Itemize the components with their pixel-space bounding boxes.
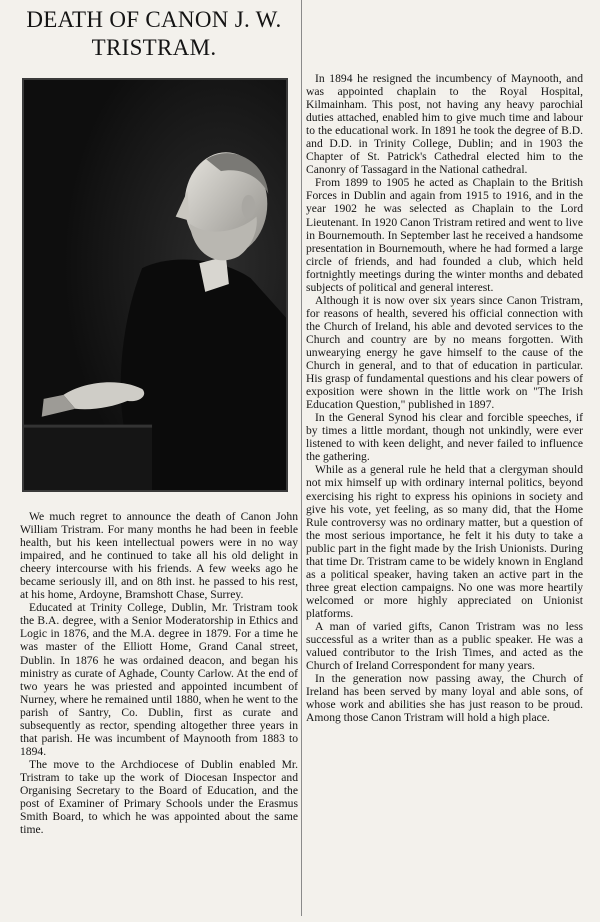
title-line-1: DEATH OF CANON J. W.: [26, 7, 282, 32]
paragraph: In the generation now passing away, the Church of Ireland has been served by many loyal and able sons, of whose work and abilities she has just reason to be proud. Among those Canon Tristram will hold a high place.: [306, 672, 583, 725]
column-divider: [301, 0, 302, 916]
paragraph: In 1894 he resigned the incumbency of Maynooth, and was appointed chaplain to the Royal Hospital, Kilmainham. This post, not having any heavy parochial duties attached, enabled him to give much time and labour to the educational work. In 1891 he took the degree of B.D. and D.D. in Trinity College, Dublin; and in 1903 the Chapter of St. Patrick's Cathedral elected him to the Canonry of Tassagard in the National cathedral.: [306, 72, 583, 177]
paragraph: The move to the Archdiocese of Dublin enabled Mr. Tristram to take up the work of Diocesan Inspector and Organising Secretary to the Board of Education, and the post of Examiner of Primary Schools under the Erasmus Smith Board, to which he was appointed about the same time.: [20, 757, 298, 837]
article-title: [6, 6, 302, 62]
portrait-image: [24, 80, 286, 490]
paragraph: A man of varied gifts, Canon Tristram was no less successful as a writer than as a public speaker. He was a valued contributor to the Irish Times, and acted as the Church of Ireland Correspondent for many years.: [306, 619, 583, 673]
paragraph: Educated at Trinity College, Dublin, Mr. Tristram took the B.A. degree, with a Senior Moderatorship in Ethics and Logic in 1876, and the M.A. degree in 1879. For a time he was master of the Elliott Home, Grand Canal street, Dublin. In 1876 he was ordained deacon, and began his ministry as curate of Aghade, County Carlow. At the end of two years he was priested and appointed incumbent of Nurney, where he remained until 1880, when he went to the parish of Santry, Co. Dublin, first as curate and subsequently as rector, spending altogether three years in that parish. He was incumbent of Maynooth from 1883 to 1894.: [20, 601, 298, 758]
paragraph: While as a general rule he held that a clergyman should not mix himself up with ordinary internal politics, beyond exercising his right to express his opinions in society and give his vote, yet feeling, as so many did, that the Home Rule controversy was no ordinary matter, but a question of the most serious importance, he felt it his duty to take a public part in the fight made by the Irish Unionists. During that time Dr. Tristram came to be widely known in England as a political speaker, having taken an active part in the three great election campaigns. No one was more heartily welcomed or more highly appreciated on Unionist platforms.: [306, 463, 583, 620]
paragraph: Although it is now over six years since Canon Tristram, for reasons of health, severed his official connection with the Church of Ireland, his able and devoted services to the Church and country are by no means forgotten. With unwearying energy he gave himself to the cause of the Church in general, and to that of education in particular. His grasp of fundamental questions and his clear powers of exposition were shown in the little work on "The Irish Education Question," published in 1897.: [306, 293, 583, 412]
right-column-text: [306, 72, 583, 724]
paragraph: We much regret to announce the death of Canon John William Tristram. For many months he had been in feeble health, but his keen intellectual powers were in no way impaired, and he continued to take all his old delight in cheery intercourse with his friends. A few weeks ago he became seriously ill, and on 8th inst. he passed to his rest, at his home, Ardoyne, Bramshott Chase, Surrey.: [20, 510, 298, 602]
left-column-text: [20, 510, 298, 836]
paragraph: In the General Synod his clear and forcible speeches, if by times a little mordant, though not unkindly, were ever listened to with keen delight, and never failed to influence the gathering.: [306, 411, 583, 464]
portrait-photo: [22, 78, 288, 492]
paragraph: From 1899 to 1905 he acted as Chaplain to the British Forces in Dublin and again from 1915 to 1916, and in the year 1902 he was selected as Chaplain to the Lord Lieutenant. In 1920 Canon Tristram retired and went to live in Bournemouth. In September last he received a handsome presentation in Bournemouth, where he had formed a large circle of friends, and had founded a club, which held fortnightly meetings during the winter months and debated subjects of political and general interest.: [306, 176, 583, 294]
title-line-2: TRISTRAM.: [91, 35, 217, 60]
